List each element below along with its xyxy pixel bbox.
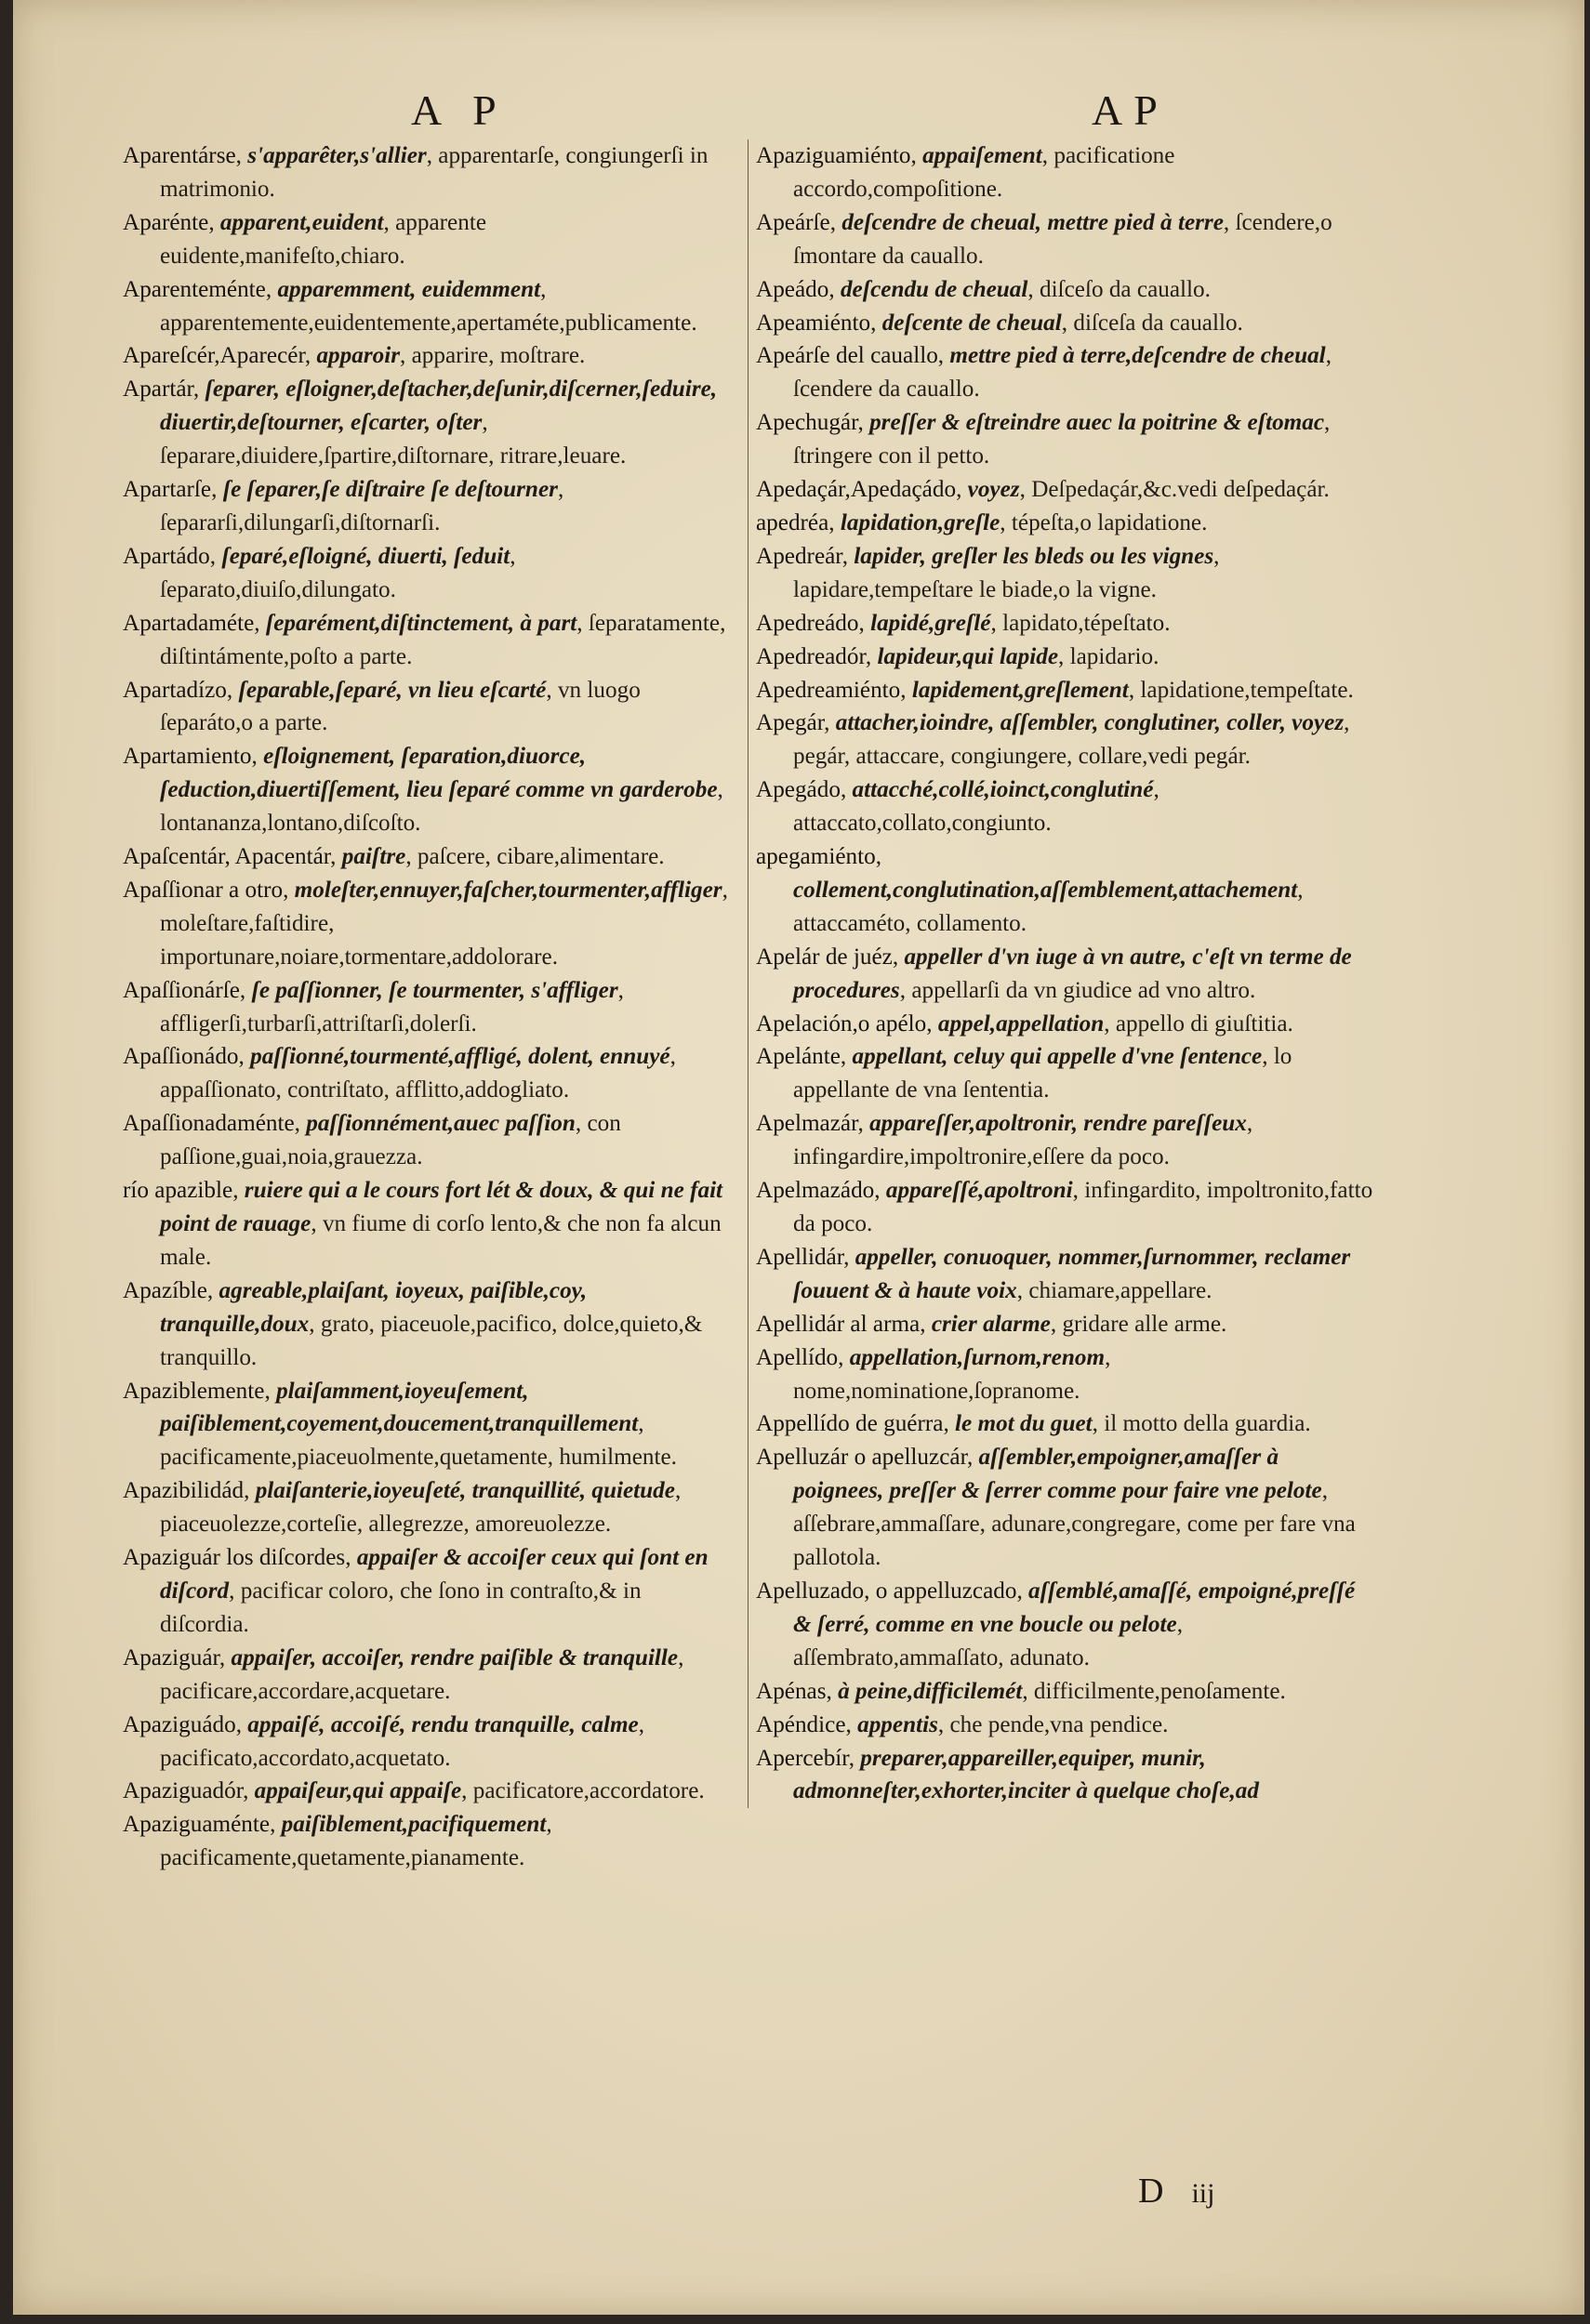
entry-headword: Apartadaméte xyxy=(123,610,255,636)
entry-headword: Apartádo xyxy=(123,543,210,569)
entry-headword: Apartarſe xyxy=(123,477,212,503)
entry-french: appeller d'vn iuge à vn autre, c'eſt vn terme de procedures xyxy=(793,944,1352,1003)
entry-french: eſloignement, ſeparation,diuorce, ſeduction,diuertiſſement, lieu ſeparé comme vn garderobe xyxy=(160,744,718,803)
entry-french: le mot du guet xyxy=(955,1411,1093,1437)
entry-headword: Apedreádo xyxy=(756,610,859,636)
entry-headword: Apelmazár xyxy=(756,1111,858,1137)
entry-italian: appaſſionato, contriſtato, afflitto,addogliato. xyxy=(160,1077,570,1103)
entry-headword: Apeárſe del cauallo xyxy=(756,343,938,369)
entry-headword: Apéndice xyxy=(756,1711,846,1737)
entry-italian: ſeparatamente, diſtintámente,poſto a parte. xyxy=(160,610,726,669)
entry-french: paſſionnément,auec paſſion xyxy=(306,1111,576,1137)
entry-italian: appellarſi da vn giudice ad vno altro. xyxy=(911,977,1256,1003)
right-column xyxy=(748,139,1374,1808)
dictionary-entry: Apaziguár los diſcordes, appaiſer & accoiſer ceux qui ſont en diſcord, pacificar coloro, che ſono in contraſto,& in diſcordia. xyxy=(123,1545,709,1637)
entry-french: collement,conglutination,aſſemblement,attachement xyxy=(793,877,1298,903)
dictionary-entry: Apazíble, agreable,plaiſant, ioyeux, paiſible,coy, tranquille,doux, grato, piaceuole,pacifico, dolce,quieto,& tranquillo. xyxy=(123,1277,703,1370)
entry-italian: aſſebrare,ammaſſare, adunare,congregare, come per fare vna pallotola. xyxy=(793,1512,1356,1571)
entry-italian: il motto della guardia. xyxy=(1104,1411,1311,1437)
dictionary-entry: Apelmazádo, appareſſé,apoltroni, infingardito, impoltronito,fatto da poco. xyxy=(756,1178,1373,1236)
entry-headword: Apegádo xyxy=(756,777,841,803)
entry-headword: Aparenteménte xyxy=(123,276,266,302)
dictionary-entry: Apéndice, appentis, che pende,vna pendice. xyxy=(756,1711,1169,1737)
entry-italian: diſceſa da cauallo. xyxy=(1073,310,1243,336)
dictionary-entry: Apegádo, attacché,collé,ioinct,conglutiné, attaccato,collato,congiunto. xyxy=(756,777,1159,837)
entry-french: aſſemblé,amaſſé, empoigné,preſſé & ſerré, comme en vne boucle ou pelote xyxy=(793,1578,1356,1637)
entry-italian: lapidario. xyxy=(1069,643,1159,669)
entry-italian: ſeparato,diuiſo,dilungato. xyxy=(160,576,396,602)
entry-headword: Apaziguaménte xyxy=(123,1812,271,1838)
signature-letter: D xyxy=(1138,2172,1164,2211)
entry-headword: Apartár xyxy=(123,376,193,403)
entry-italian: nome,nominatione,ſopranome. xyxy=(793,1378,1080,1404)
entry-italian: attaccato,collato,congiunto. xyxy=(793,811,1052,837)
entry-headword: Apartamiento xyxy=(123,744,252,770)
entry-italian: apparentarſe, congiungerſi in matrimonio. xyxy=(160,143,709,202)
entry-italian: piaceuolezze,corteſie, allegrezze, amoreuolezze. xyxy=(160,1512,612,1538)
dictionary-entry: Apelmazár, appareſſer,apoltronir, rendre pareſſeux, infingardire,impoltronire,eſſere da poco. xyxy=(756,1111,1253,1170)
entry-headword: Apellidár al arma xyxy=(756,1311,921,1337)
entry-french: appellant, celuy qui appelle d'vne ſentence xyxy=(852,1044,1263,1070)
dictionary-entry: Apegár, attacher,ioindre, aſſembler, conglutiner, coller, voyez, pegár, attaccare, congiungere, collare,vedi pegár. xyxy=(756,710,1350,770)
left-column-header: A P xyxy=(411,86,508,134)
entry-headword: Apaſſionádo xyxy=(123,1044,239,1070)
left-column xyxy=(123,139,735,1875)
dictionary-entry: Apedreadór, lapideur,qui lapide, lapidario. xyxy=(756,643,1159,669)
entry-french: paiſtre xyxy=(341,844,406,870)
entry-french: deſcente de cheual xyxy=(881,310,1062,336)
entry-headword: Apazibilidád xyxy=(123,1478,245,1504)
entry-headword: Apedreamiénto xyxy=(756,677,901,703)
entry-headword: Apeádo xyxy=(756,276,829,302)
dictionary-entry: apedréa, lapidation,greſle, tépeſta,o lapidatione. xyxy=(756,509,1208,535)
entry-french: plaiſanterie,ioyeuſeté, tranquillité, quietude xyxy=(255,1478,675,1504)
dictionary-entry: Apaziguádo, appaiſé, accoiſé, rendu tranquille, calme, pacificato,accordato,acquetato. xyxy=(123,1711,645,1771)
dictionary-entry: Apelluzár o apelluzcár, aſſembler,empoigner,amaſſer à poignees, preſſer & ſerrer comme pour faire vne pelote, aſſebrare,ammaſſare, adunare,congregare, come per fare vna pallotola. xyxy=(756,1445,1356,1571)
entry-french: appareſſé,apoltroni xyxy=(885,1178,1073,1204)
entry-headword: Apaziguadór xyxy=(123,1778,244,1804)
entry-headword: Apaſſionadaménte xyxy=(123,1111,295,1137)
dictionary-entry: Apaziblemente, plaiſamment,ioyeuſement, paiſiblement,coyement,doucement,tranquillement, pacificamente,piaceuolmente,quetamente, humilmente. xyxy=(123,1378,677,1471)
dictionary-entry: Apareſcér,Aparecér, apparoir, apparire, moſtrare. xyxy=(123,343,586,369)
entry-italian: ſcendere,o ſmontare da cauallo. xyxy=(793,209,1332,269)
dictionary-entry: Apaſcentár, Apacentár, paiſtre, paſcere, cibare,alimentare. xyxy=(123,844,665,870)
entry-french: voyez xyxy=(967,477,1020,503)
entry-french: ſeparé,eſloigné, diuerti, ſeduit xyxy=(221,543,510,569)
entry-headword: Apelár de juéz xyxy=(756,944,893,970)
entry-italian: diſceſo da cauallo. xyxy=(1040,276,1211,302)
dictionary-entry: Apaſſionar a otro, moleſter,ennuyer,faſcher,tourmenter,affliger, moleſtare,faſtidire, importunare,noiare,tormentare,addolorare. xyxy=(123,877,728,970)
entry-italian: pacificamente,piaceuolmente,quetamente, humilmente. xyxy=(160,1445,677,1471)
entry-headword: Apénas xyxy=(756,1678,827,1704)
entry-headword: Apellído xyxy=(756,1344,839,1370)
dictionary-entry: Appellído de guérra, le mot du guet, il motto della guardia. xyxy=(756,1411,1311,1437)
entry-french: paſſionné,tourmenté,affligé, dolent, ennuyé xyxy=(250,1044,670,1070)
entry-headword: Apareſcér,Aparecér xyxy=(123,343,305,369)
entry-headword: Apartadízo xyxy=(123,677,227,703)
dictionary-entry: Aparenteménte, apparemment, euidemment, apparentemente,euidentemente,apertaméte,publicamente. xyxy=(123,276,697,336)
entry-headword: Apedaçár,Apedaçádo xyxy=(756,477,957,503)
dictionary-entry: Apartarſe, ſe ſeparer,ſe diſtraire ſe deſtourner, ſepararſi,dilungarſi,diſtornarſi. xyxy=(123,477,564,535)
entry-italian: pacificamente,quetamente,pianamente. xyxy=(160,1845,525,1871)
dictionary-entry: Apeamiénto, deſcente de cheual, diſceſa da cauallo. xyxy=(756,310,1243,336)
entry-french: plaiſamment,ioyeuſement, paiſiblement,coyement,doucement,tranquillement xyxy=(160,1378,639,1437)
dictionary-entry: Apedreamiénto, lapidement,greſlement, lapidatione,tempeſtate. xyxy=(756,677,1354,703)
entry-headword: Apaziblemente xyxy=(123,1378,265,1404)
entry-headword: Apelluzado, o appelluzcado xyxy=(756,1578,1017,1604)
entry-italian: apparentemente,euidentemente,apertaméte,publicamente. xyxy=(160,310,697,336)
entry-french: appentis xyxy=(857,1711,938,1737)
entry-french: apparent,euident xyxy=(219,209,384,235)
entry-french: ſe paſſionner, ſe tourmenter, s'affliger xyxy=(251,977,618,1003)
dictionary-entry: Apercebír, preparer,appareiller,equiper, munir, admonneſter,exhorter,inciter à quelque choſe,ad xyxy=(756,1745,1259,1804)
entry-headword: Apelación,o apélo xyxy=(756,1010,927,1037)
entry-french: attacher,ioindre, aſſembler, conglutiner, coller, voyez xyxy=(835,710,1345,736)
entry-french: lapidement,greſlement xyxy=(911,677,1129,703)
entry-french: appeller, conuoquer, nommer,ſurnommer, reclamer ſouuent & à haute voix xyxy=(793,1244,1351,1303)
entry-french: crier alarme xyxy=(931,1311,1051,1337)
entry-french: s'apparêter,s'allier xyxy=(247,143,427,168)
entry-italian: Deſpedaçár,&c.vedi deſpedaçár. xyxy=(1031,477,1330,503)
dictionary-entry: Apellído, appellation,ſurnom,renom, nome,nominatione,ſopranome. xyxy=(756,1344,1111,1404)
dictionary-entry: Apartadízo, ſeparable,ſeparé, vn lieu eſcarté, vn luogo ſeparáto,o a parte. xyxy=(123,677,641,736)
entry-italian: pacificatore,accordatore. xyxy=(472,1778,705,1804)
entry-french: ſeparable,ſeparé, vn lieu eſcarté xyxy=(238,677,547,703)
entry-french: ſeparer, eſloigner,deſtacher,deſunir,diſcerner,ſeduire, diuertir,deſtourner, eſcarter, oſter xyxy=(160,376,718,436)
entry-headword: Apaziguádo xyxy=(123,1711,236,1737)
dictionary-entry: Apartamiento, eſloignement, ſeparation,diuorce, ſeduction,diuertiſſement, lieu ſeparé comme vn garderobe, lontananza,lontano,diſcoſto. xyxy=(123,744,723,837)
dictionary-entry: Apechugár, preſſer & eſtreindre auec la poitrine & eſtomac, ſtringere con il petto. xyxy=(756,410,1331,469)
dictionary-entry: Apaziguadór, appaiſeur,qui appaiſe, pacificatore,accordatore. xyxy=(123,1778,705,1804)
entry-italian: aſſembrato,ammaſſato, adunato. xyxy=(793,1644,1090,1670)
dictionary-entry: Apazibilidád, plaiſanterie,ioyeuſeté, tranquillité, quietude, piaceuolezze,corteſie, allegrezze, amoreuolezze. xyxy=(123,1478,682,1538)
entry-french: appareſſer,apoltronir, rendre pareſſeux xyxy=(869,1111,1247,1137)
entry-french: appel,appellation xyxy=(937,1010,1105,1037)
entry-italian: vn luogo ſeparáto,o a parte. xyxy=(160,677,641,736)
entry-italian: che pende,vna pendice. xyxy=(949,1711,1169,1737)
dictionary-entry: Apartár, ſeparer, eſloigner,deſtacher,deſunir,diſcerner,ſeduire, diuertir,deſtourner, eſcarter, oſter, ſeparare,diuidere,ſpartire,diſtornare, ritrare,leuare. xyxy=(123,376,718,469)
entry-headword: apedréa xyxy=(756,509,829,535)
entry-headword: Apedreadór xyxy=(756,643,866,669)
entry-headword: Apaſcentár, Apacentár xyxy=(123,844,331,870)
dictionary-entry: río apazible, ruiere qui a le cours fort lét & doux, & qui ne fait point de rauage, vn fiume di corſo lento,& che non fa alcun male. xyxy=(123,1178,723,1270)
entry-headword: Apercebír xyxy=(756,1745,849,1771)
dictionary-entry: Apeádo, deſcendu de cheual, diſceſo da cauallo. xyxy=(756,276,1211,302)
entry-italian: apparire, moſtrare. xyxy=(411,343,586,369)
entry-italian: vn fiume di corſo lento,& che non fa alcun male. xyxy=(160,1211,722,1270)
entry-italian: ſeparare,diuidere,ſpartire,diſtornare, ritrare,leuare. xyxy=(160,443,627,469)
dictionary-entry: Apaſſionádo, paſſionné,tourmenté,affligé, dolent, ennuyé, appaſſionato, contriſtato, afflitto,addogliato. xyxy=(123,1044,676,1103)
entry-french: apparoir xyxy=(316,343,401,369)
entry-italian: tépeſta,o lapidatione. xyxy=(1011,509,1208,535)
entry-headword: apegamiénto xyxy=(756,844,876,870)
entry-italian: gridare alle arme. xyxy=(1062,1311,1227,1337)
entry-italian: pacificato,accordato,acquetato. xyxy=(160,1745,451,1771)
entry-french: mettre pied à terre,deſcendre de cheual xyxy=(949,343,1326,369)
dictionary-entry: Apedreár, lapider, greſler les bleds ou les vignes, lapidare,tempeſtare le biade,o la vigne. xyxy=(756,543,1220,602)
entry-french: appaiſé, accoiſé, rendu tranquille, calme xyxy=(247,1711,639,1737)
entry-italian: paſcere, cibare,alimentare. xyxy=(417,844,665,870)
entry-headword: Apaſſionárſe xyxy=(123,977,240,1003)
entry-headword: Aparénte xyxy=(123,209,209,235)
entry-italian: con paſſione,guai,noia,grauezza. xyxy=(160,1111,621,1170)
entry-french: preſſer & eſtreindre auec la poitrine & eſtomac xyxy=(869,410,1325,436)
entry-french: lapidation,greſle xyxy=(840,509,1000,535)
entry-headword: Apelluzár o apelluzcár xyxy=(756,1445,967,1471)
entry-italian: affligerſi,turbarſi,attriſtarſi,dolerſi. xyxy=(160,1010,477,1037)
dictionary-entry: Apelación,o apélo, appel,appellation, appello di giuſtitia. xyxy=(756,1010,1293,1037)
entry-headword: Apelmazádo xyxy=(756,1178,875,1204)
entry-french: apparemment, euidemment xyxy=(277,276,541,302)
signature-number: iij xyxy=(1191,2178,1215,2209)
entry-italian: appello di giuſtitia. xyxy=(1115,1010,1293,1037)
entry-italian: ſepararſi,dilungarſi,diſtornarſi. xyxy=(160,509,441,535)
dictionary-entry: Apeárſe, deſcendre de cheual, mettre pied à terre, ſcendere,o ſmontare da cauallo. xyxy=(756,209,1332,269)
entry-french: appellation,ſurnom,renom xyxy=(849,1344,1106,1370)
entry-headword: Apazíble xyxy=(123,1277,207,1303)
dictionary-entry: Apaziguaménte, paiſiblement,pacifiquement, pacificamente,quetamente,pianamente. xyxy=(123,1812,552,1871)
entry-italian: lo appellante de vna ſententia. xyxy=(793,1044,1292,1103)
entry-headword: Apeamiénto xyxy=(756,310,871,336)
dictionary-entry: Apaſſionárſe, ſe paſſionner, ſe tourmenter, s'affliger, affligerſi,turbarſi,attriſtarſi,dolerſi. xyxy=(123,977,624,1037)
entry-french: preparer,appareiller,equiper, munir, admonneſter,exhorter,inciter à quelque choſe,ad xyxy=(793,1745,1259,1804)
entry-french: lapider, greſler les bleds ou les vignes xyxy=(854,543,1214,569)
dictionary-entry: Apartádo, ſeparé,eſloigné, diuerti, ſeduit, ſeparato,diuiſo,dilungato. xyxy=(123,543,516,602)
entry-french: moleſter,ennuyer,faſcher,tourmenter,affliger xyxy=(294,877,722,903)
entry-italian: pacificatione accordo,compoſitione. xyxy=(793,143,1175,202)
entry-italian: difficilmente,penoſamente. xyxy=(1033,1678,1286,1704)
entry-headword: río apazible xyxy=(123,1178,233,1204)
entry-headword: Apelánte xyxy=(756,1044,841,1070)
entry-french: paiſiblement,pacifiquement xyxy=(281,1812,547,1838)
entry-french: aſſembler,empoigner,amaſſer à poignees, preſſer & ſerrer comme pour faire vne pelote xyxy=(793,1445,1322,1504)
entry-french: appaiſeur,qui appaiſe xyxy=(254,1778,462,1804)
signature-mark xyxy=(1138,2171,1214,2212)
entry-french: agreable,plaiſant, ioyeux, paiſible,coy, tranquille,doux xyxy=(160,1277,588,1337)
entry-french: ſe ſeparer,ſe diſtraire ſe deſtourner xyxy=(222,477,558,503)
dictionary-entry: Apellidár, appeller, conuoquer, nommer,ſurnommer, reclamer ſouuent & à haute voix, chiamare,appellare. xyxy=(756,1244,1351,1303)
entry-italian: lapidatione,tempeſtate. xyxy=(1140,677,1354,703)
entry-french: appaiſement xyxy=(922,143,1042,168)
entry-headword: Apaziguár xyxy=(123,1644,219,1670)
dictionary-page xyxy=(13,0,1584,2315)
dictionary-entry: Apelár de juéz, appeller d'vn iuge à vn autre, c'eſt vn terme de procedures, appellarſi da vn giudice ad vno altro. xyxy=(756,944,1352,1003)
entry-italian: ſtringere con il petto. xyxy=(793,443,990,469)
entry-italian: lapidare,tempeſtare le biade,o la vigne. xyxy=(793,576,1157,602)
entry-headword: Apaziguamiénto xyxy=(756,143,911,168)
dictionary-entry: Apellidár al arma, crier alarme, gridare alle arme. xyxy=(756,1311,1227,1337)
dictionary-entry: Aparénte, apparent,euident, apparente euidente,manifeſto,chiaro. xyxy=(123,209,487,269)
entry-headword: Apechugár xyxy=(756,410,858,436)
right-column-header: AP xyxy=(1092,86,1169,134)
entry-italian: lontananza,lontano,diſcoſto. xyxy=(160,811,421,837)
dictionary-entry: Apaſſionadaménte, paſſionnément,auec paſſion, con paſſione,guai,noia,grauezza. xyxy=(123,1111,621,1170)
dictionary-entry: Aparentárse, s'apparêter,s'allier, apparentarſe, congiungerſi in matrimonio. xyxy=(123,143,709,202)
entry-italian: apparente euidente,manifeſto,chiaro. xyxy=(160,209,487,269)
entry-french: attacché,collé,ioinct,conglutiné xyxy=(852,777,1154,803)
entry-headword: Apaſſionar a otro xyxy=(123,877,284,903)
entry-headword: Apeárſe xyxy=(756,209,830,235)
dictionary-entry: Apeárſe del cauallo, mettre pied à terre,deſcendre de cheual, ſcendere da cauallo. xyxy=(756,343,1332,403)
entry-headword: Apaziguár los diſcordes xyxy=(123,1545,346,1571)
entry-italian: pegár, attaccare, congiungere, collare,vedi pegár. xyxy=(793,744,1251,770)
entry-french: deſcendre de cheual, mettre pied à terre xyxy=(841,209,1224,235)
entry-headword: Appellído de guérra xyxy=(756,1411,944,1437)
entry-french: lapideur,qui lapide xyxy=(877,643,1058,669)
entry-italian: infingardito, impoltronito,fatto da poco. xyxy=(793,1178,1373,1236)
entry-headword: Aparentárse xyxy=(123,143,236,168)
entry-italian: attaccaméto, collamento. xyxy=(793,910,1027,936)
entry-italian: moleſtare,faſtidire, importunare,noiare,tormentare,addolorare. xyxy=(160,910,558,970)
entry-headword: Apedreár xyxy=(756,543,842,569)
dictionary-entry: Apénas, à peine,difficilemét, difficilmente,penoſamente. xyxy=(756,1678,1286,1704)
dictionary-entry: Apelánte, appellant, celuy qui appelle d'vne ſentence, lo appellante de vna ſententia. xyxy=(756,1044,1292,1103)
dictionary-entry: Apedaçár,Apedaçádo, voyez, Deſpedaçár,&c.vedi deſpedaçár. xyxy=(756,477,1330,503)
entry-italian: chiamare,appellare. xyxy=(1028,1277,1212,1303)
dictionary-entry: Apaziguamiénto, appaiſement, pacificatione accordo,compoſitione. xyxy=(756,143,1175,202)
dictionary-entry: Apaziguár, appaiſer, accoiſer, rendre paiſible & tranquille, pacificare,accordare,acquetare. xyxy=(123,1644,684,1704)
entry-italian: grato, piaceuole,pacifico, dolce,quieto,& tranquillo. xyxy=(160,1311,703,1370)
dictionary-entry: Apartadaméte, ſeparément,diſtinctement, à part, ſeparatamente, diſtintámente,poſto a parte. xyxy=(123,610,726,669)
entry-italian: ſcendere da cauallo. xyxy=(793,376,980,403)
entry-italian: lapidato,tépeſtato. xyxy=(1002,610,1171,636)
entry-italian: infingardire,impoltronire,eſſere da poco. xyxy=(793,1144,1170,1170)
dictionary-entry: apegamiénto, collement,conglutination,aſſemblement,attachement, attaccaméto, collamento. xyxy=(756,844,1304,936)
dictionary-entry: Apelluzado, o appelluzcado, aſſemblé,amaſſé, empoigné,preſſé & ſerré, comme en vne boucle ou pelote, aſſembrato,ammaſſato, adunato. xyxy=(756,1578,1356,1670)
entry-headword: Apegár xyxy=(756,710,825,736)
entry-french: appaiſer, accoiſer, rendre paiſible & tranquille xyxy=(231,1644,679,1670)
dictionary-entry: Apedreádo, lapidé,greſlé, lapidato,tépeſtato. xyxy=(756,610,1171,636)
entry-french: deſcendu de cheual xyxy=(840,276,1028,302)
entry-italian: pacificar coloro, che ſono in contraſto,& in diſcordia. xyxy=(160,1578,642,1637)
entry-french: appaiſer & accoiſer ceux qui ſont en diſcord xyxy=(160,1545,709,1604)
entry-headword: Apellidár xyxy=(756,1244,844,1270)
entry-french: lapidé,greſlé xyxy=(870,610,991,636)
entry-french: ſeparément,diſtinctement, à part xyxy=(265,610,577,636)
entry-french: à peine,difficilemét xyxy=(838,1678,1023,1704)
entry-italian: pacificare,accordare,acquetare. xyxy=(160,1678,451,1704)
entry-french: ruiere qui a le cours fort lét & doux, & qui ne fait point de rauage xyxy=(160,1178,723,1236)
